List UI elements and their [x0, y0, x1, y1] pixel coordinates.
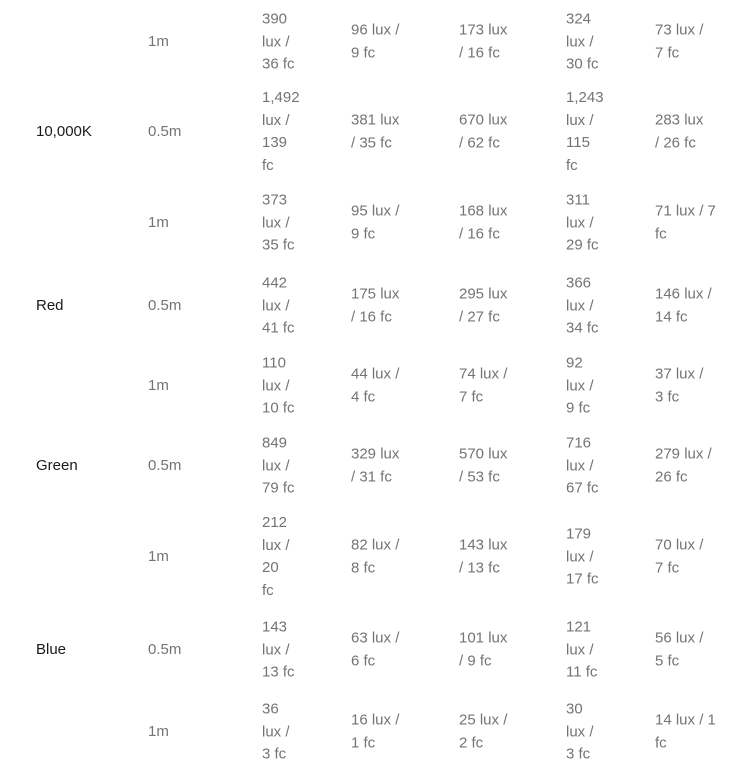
distance-label: 1m: [148, 722, 169, 740]
distance-label: 0.5m: [148, 456, 182, 474]
lux-value: 143 lux / 13 fc: [459, 536, 508, 576]
lux-value: 373 lux / 35 fc: [262, 191, 295, 254]
lux-value: 73 lux / 7 fc: [655, 21, 704, 61]
lux-value: 14 lux / 1 fc: [655, 711, 716, 751]
lux-value: 143 lux / 13 fc: [262, 618, 295, 681]
lux-value: 146 lux / 14 fc: [655, 285, 712, 325]
table-row: [0, 84, 750, 180]
distance-label: 1m: [148, 547, 169, 565]
table-row: [0, 346, 750, 426]
lux-value: 74 lux / 7 fc: [459, 365, 508, 405]
lux-value: 44 lux / 4 fc: [351, 365, 400, 405]
lux-value: 212 lux / 20 fc: [262, 514, 290, 599]
table-row: [0, 608, 750, 692]
table-row: [0, 426, 750, 506]
lux-value: 1,492 lux / 139 fc: [262, 89, 300, 174]
lux-value: 16 lux / 1 fc: [351, 711, 400, 751]
table-row: [0, 506, 750, 608]
lux-value: 63 lux / 6 fc: [351, 629, 400, 669]
lux-value: 173 lux / 16 fc: [459, 21, 508, 61]
lux-value: 82 lux / 8 fc: [351, 536, 400, 576]
lux-value: 25 lux / 2 fc: [459, 711, 508, 751]
lux-value: 56 lux / 5 fc: [655, 629, 704, 669]
lux-value: 1,243 lux / 115 fc: [566, 89, 604, 174]
lux-value: 175 lux / 16 fc: [351, 285, 400, 325]
table-row: [0, 692, 750, 772]
lux-value: 849 lux / 79 fc: [262, 434, 295, 497]
color-label: Green: [36, 456, 78, 474]
distance-label: 0.5m: [148, 296, 182, 314]
lux-value: 311 lux / 29 fc: [566, 191, 599, 254]
distance-label: 1m: [148, 213, 169, 231]
lux-value: 716 lux / 67 fc: [566, 434, 599, 497]
lux-value: 179 lux / 17 fc: [566, 525, 599, 588]
lux-value: 110 lux / 10 fc: [262, 354, 295, 417]
lux-value: 366 lux / 34 fc: [566, 274, 599, 337]
lux-value: 30 lux / 3 fc: [566, 700, 594, 763]
color-label: Red: [36, 296, 64, 314]
lux-value: 96 lux / 9 fc: [351, 21, 400, 61]
lux-value: 295 lux / 27 fc: [459, 285, 508, 325]
lux-value: 390 lux / 36 fc: [262, 10, 295, 73]
table-row: [0, 266, 750, 346]
lux-value: 381 lux / 35 fc: [351, 111, 400, 151]
lux-value: 70 lux / 7 fc: [655, 536, 704, 576]
distance-label: 0.5m: [148, 640, 182, 658]
lux-value: 37 lux / 3 fc: [655, 365, 704, 405]
lux-value: 324 lux / 30 fc: [566, 10, 599, 73]
color-label: Blue: [36, 640, 67, 658]
lux-value: 570 lux / 53 fc: [459, 445, 508, 485]
lux-value: 168 lux / 16 fc: [459, 202, 508, 242]
lux-value: 670 lux / 62 fc: [459, 111, 508, 151]
lux-value: 442 lux / 41 fc: [262, 274, 295, 337]
color-label: 10,000K: [36, 122, 92, 140]
distance-label: 0.5m: [148, 122, 182, 140]
distance-label: 1m: [148, 32, 169, 50]
lux-value: 95 lux / 9 fc: [351, 202, 400, 242]
table-row: [0, 180, 750, 266]
table-row: [0, 0, 750, 84]
distance-label: 1m: [148, 376, 169, 394]
lux-value: 279 lux / 26 fc: [655, 445, 712, 485]
lux-value: 92 lux / 9 fc: [566, 354, 594, 417]
lux-value: 121 lux / 11 fc: [566, 618, 598, 681]
lux-value: 329 lux / 31 fc: [351, 445, 400, 485]
lux-value: 71 lux / 7 fc: [655, 202, 716, 242]
lux-value: 283 lux / 26 fc: [655, 111, 704, 151]
lux-value: 36 lux / 3 fc: [262, 700, 290, 763]
lux-value: 101 lux / 9 fc: [459, 629, 508, 669]
